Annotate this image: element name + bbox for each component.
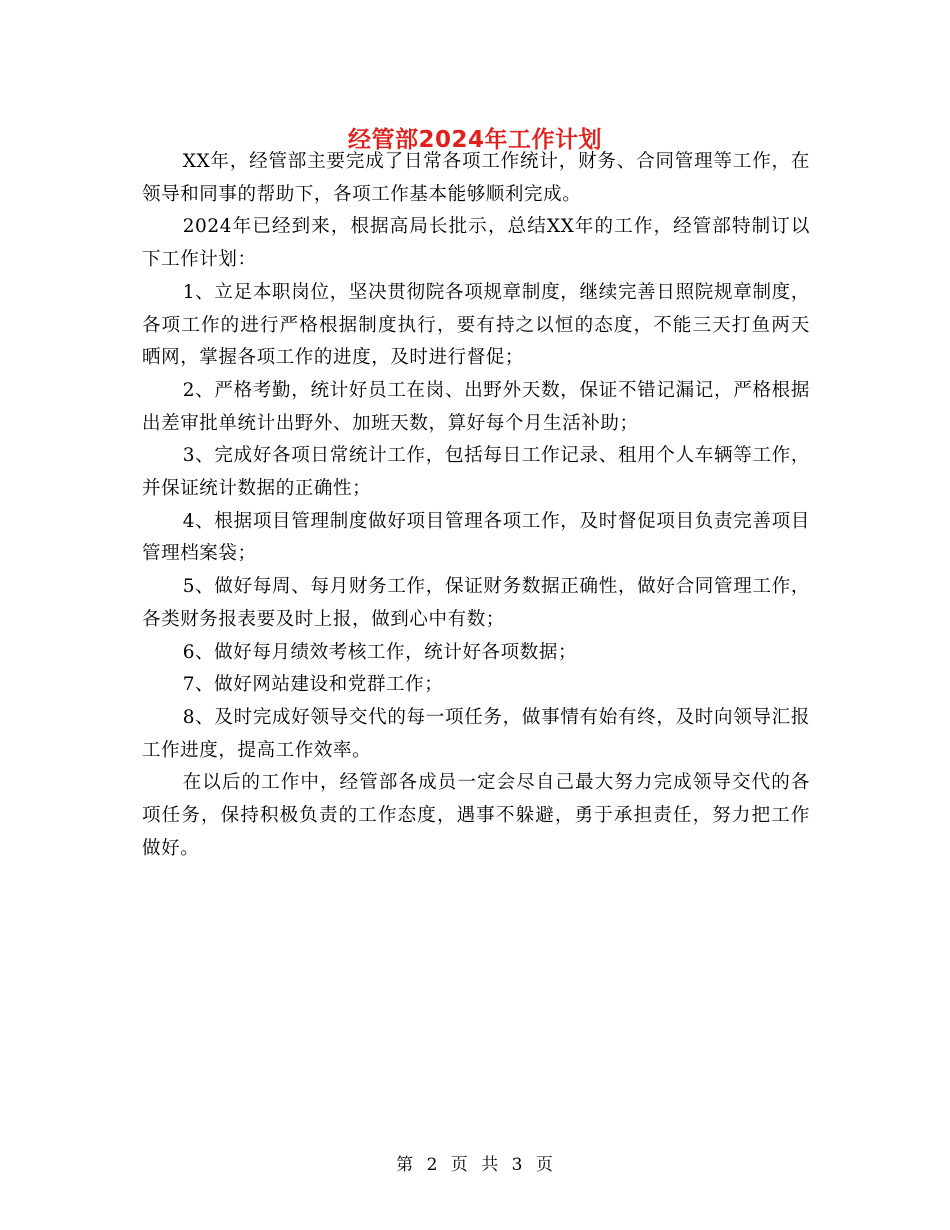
paragraph-conclusion: 在以后的工作中，经管部各成员一定会尽自己最大努力完成领导交代的各项任务，保持积极负责的工作态度，遇事不躲避，勇于承担责任，努力把工作做好。 <box>142 772 810 859</box>
page-footer <box>0 1152 950 1178</box>
document-body <box>142 146 810 865</box>
footer-page-label: 页 <box>450 1155 469 1175</box>
plan-item-8: 8、及时完成好领导交代的每一项任务，做事情有始有终，及时向领导汇报工作进度，提高工作效率。 <box>142 706 810 761</box>
paragraph-plan-lead: 2024年已经到来，根据高局长批示，总结XX年的工作，经管部特制订以下工作计划： <box>142 216 810 271</box>
footer-prefix: 第 <box>396 1155 415 1175</box>
plan-item-2: 2、严格考勤，统计好员工在岗、出野外天数，保证不错记漏记，严格根据出差审批单统计出野外、加班天数，算好每个月生活补助； <box>142 379 810 434</box>
paragraph-intro: XX年，经管部主要完成了日常各项工作统计，财务、合同管理等工作，在领导和同事的帮助下，各项工作基本能够顺利完成。 <box>142 151 810 205</box>
footer-total-pages: 3 <box>511 1155 524 1175</box>
plan-item-5: 5、做好每周、每月财务工作，保证财务数据正确性，做好合同管理工作，各类财务报表要及时上报，做到心中有数； <box>142 576 810 630</box>
plan-item-1: 1、立足本职岗位，坚决贯彻院各项规章制度，继续完善日照院规章制度，各项工作的进行严格根据制度执行，要有持之以恒的态度，不能三天打鱼两天晒网，掌握各项工作的进度，及时进行督促； <box>142 281 810 369</box>
plan-item-7: 7、做好网站建设和党群工作； <box>182 674 444 696</box>
plan-item-4: 4、根据项目管理制度做好项目管理各项工作，及时督促项目负责完善项目管理档案袋； <box>142 510 810 565</box>
footer-current-page: 2 <box>426 1155 439 1175</box>
footer-total-label: 共 <box>481 1155 500 1175</box>
footer-suffix: 页 <box>535 1155 554 1175</box>
plan-item-6: 6、做好每月绩效考核工作，统计好各项数据； <box>182 641 578 663</box>
plan-item-3: 3、完成好各项日常统计工作，包括每日工作记录、租用个人车辆等工作，并保证统计数据的正确性； <box>142 445 810 500</box>
document-title: 经管部2024年工作计划 <box>347 127 602 154</box>
